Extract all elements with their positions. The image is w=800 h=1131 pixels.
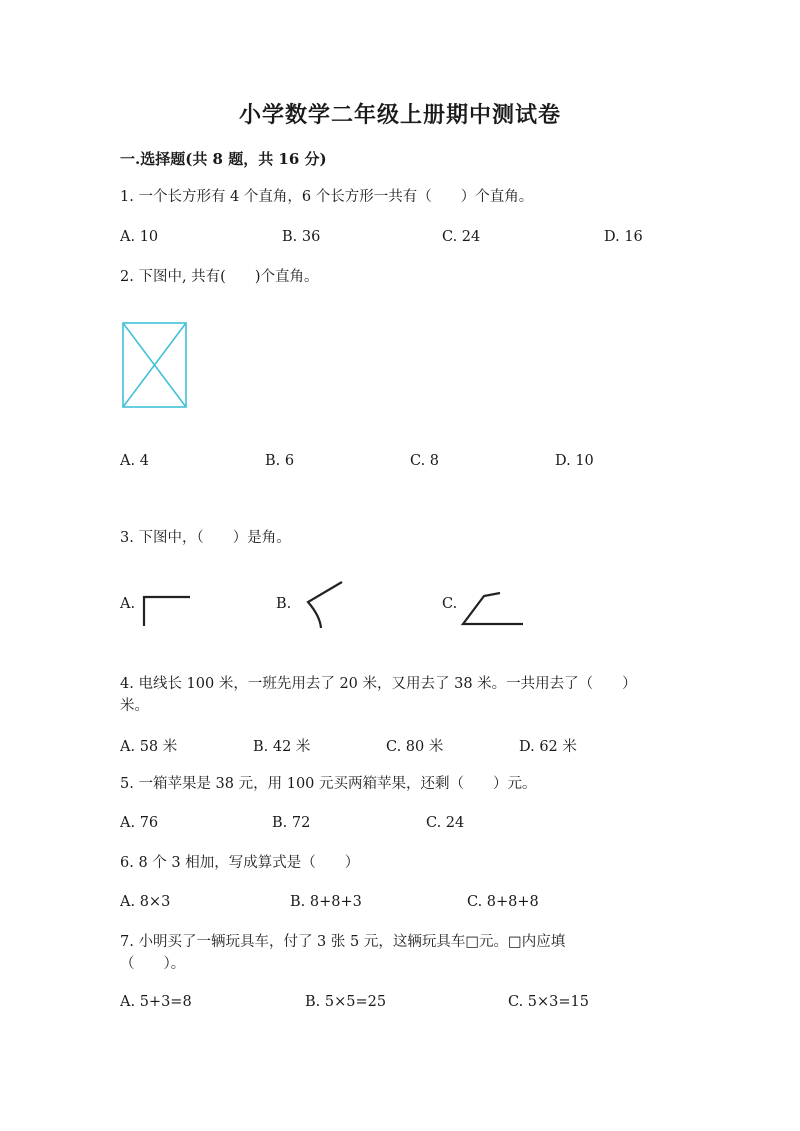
q4-option-a[interactable]: A. 58 米 — [120, 739, 178, 755]
question-5: 5. 一箱苹果是 38 元，用 100 元买两箱苹果，还剩（ ）元。 — [120, 776, 537, 792]
q2-rectangle-figure — [120, 320, 190, 410]
q7-option-b[interactable]: B. 5×5=25 — [305, 994, 387, 1010]
q6-option-b[interactable]: B. 8+8+3 — [290, 894, 362, 910]
q2-option-c[interactable]: C. 8 — [410, 453, 440, 469]
question-7-line-1: 7. 小明买了一辆玩具车，付了 3 张 5 元，这辆玩具车□元。□内应填 — [120, 934, 566, 950]
question-2: 2. 下图中, 共有( )个直角。 — [120, 269, 319, 285]
q1-option-b[interactable]: B. 36 — [282, 229, 321, 245]
page-title: 小学数学二年级上册期中测试卷 — [238, 102, 561, 128]
q3-figure-a — [140, 592, 194, 628]
q5-option-a[interactable]: A. 76 — [120, 815, 159, 831]
section-title: 一.选择题(共 8 题，共 16 分) — [120, 150, 327, 168]
question-4-line-2: 米。 — [120, 698, 149, 714]
q2-option-a[interactable]: A. 4 — [120, 453, 149, 469]
q7-option-a[interactable]: A. 5+3=8 — [120, 994, 192, 1010]
q1-option-a[interactable]: A. 10 — [120, 229, 159, 245]
q3-figure-c — [460, 588, 528, 630]
question-4-line-1: 4. 电线长 100 米，一班先用去了 20 米，又用去了 38 米。一共用去了（ ） — [120, 676, 637, 692]
question-1: 1. 一个长方形有 4 个直角，6 个长方形一共有（ ）个直角。 — [120, 189, 534, 205]
q1-option-d[interactable]: D. 16 — [604, 229, 643, 245]
q4-option-b[interactable]: B. 42 米 — [253, 739, 311, 755]
q3-option-b[interactable]: B. — [276, 596, 292, 612]
q2-option-d[interactable]: D. 10 — [555, 453, 594, 469]
q4-option-c[interactable]: C. 80 米 — [386, 739, 444, 755]
q3-option-a[interactable]: A. — [120, 596, 136, 612]
q3-option-c[interactable]: C. — [442, 596, 458, 612]
q6-option-a[interactable]: A. 8×3 — [120, 894, 171, 910]
q5-option-c[interactable]: C. 24 — [426, 815, 465, 831]
q3-figure-b — [296, 578, 346, 630]
question-3: 3. 下图中，（ ）是角。 — [120, 530, 291, 546]
q5-option-b[interactable]: B. 72 — [272, 815, 311, 831]
q7-option-c[interactable]: C. 5×3=15 — [508, 994, 589, 1010]
q4-option-d[interactable]: D. 62 米 — [519, 739, 577, 755]
q2-option-b[interactable]: B. 6 — [265, 453, 295, 469]
q1-option-c[interactable]: C. 24 — [442, 229, 481, 245]
question-6: 6. 8 个 3 相加，写成算式是（ ） — [120, 855, 360, 871]
q6-option-c[interactable]: C. 8+8+8 — [467, 894, 539, 910]
question-7-line-2: （ ）。 — [120, 956, 186, 972]
